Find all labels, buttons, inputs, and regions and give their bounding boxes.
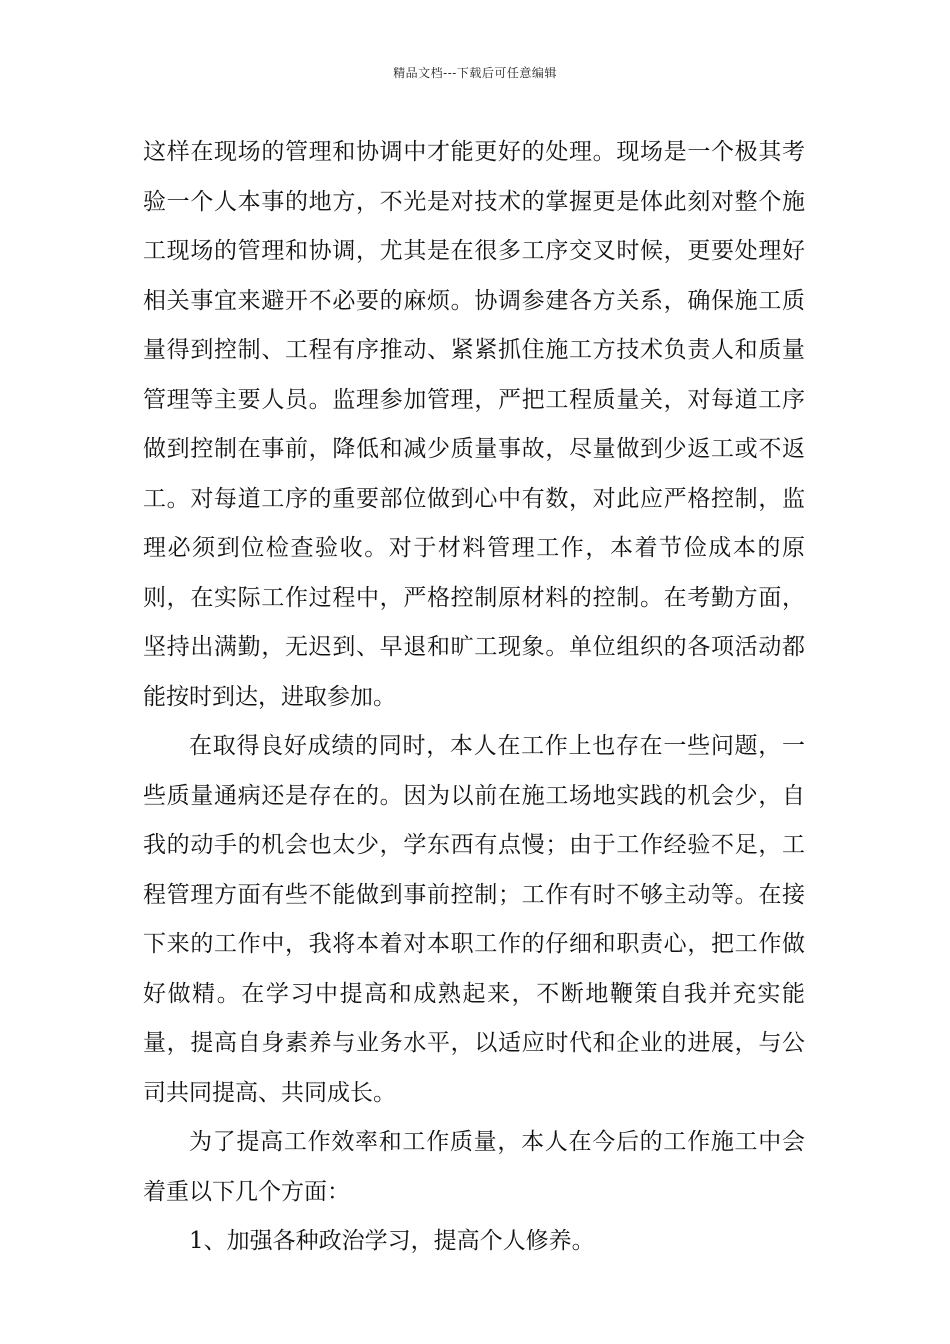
paragraph-problems: 在取得良好成绩的同时，本人在工作上也存在一些问题，一些质量通病还是存在的。因为以前在施工场地实践的机会少，自我的动手的机会也太少，学东西有点慢；由于工作经验不足，工程管理方面有些不能做到事前控制；工作有时不够主动等。在接下来的工作中，我将本着对本职工作的仔细和职责心，把工作做好做精。在学习中提高和成熟起来，不断地鞭策自我并充实能量，提高自身素养与业务水平，以适应时代和企业的进展，与公司共同提高、共同成长。 <box>143 733 805 1106</box>
document-body <box>143 128 805 1267</box>
list-item-political-study: 1、加强各种政治学习，提高个人修养。 <box>189 1228 595 1254</box>
paragraph-continuation: 这样在现场的管理和协调中才能更好的处理。现场是一个极其考验一个人本事的地方，不光是对技术的掌握更是体此刻对整个施工现场的管理和协调，尤其是在很多工序交叉时候，更要处理好相关事宜来避开不必要的麻烦。协调参建各方关系，确保施工质量得到控制、工程有序推动、紧紧抓住施工方技术负责人和质量管理等主要人员。监理参加管理，严把工程质量关，对每道工序做到控制在事前，降低和减少质量事故，尽量做到少返工或不返工。对每道工序的重要部位做到心中有数，对此应严格控制，监理必须到位检查验收。对于材料管理工作，本着节俭成本的原则，在实际工作过程中，严格控制原材料的控制。在考勤方面，坚持出满勤，无迟到、早退和旷工现象。单位组织的各项活动都能按时到达，进取参加。 <box>143 139 805 710</box>
paragraph-improvement-intro: 为了提高工作效率和工作质量，本人在今后的工作施工中会着重以下几个方面： <box>143 1129 805 1205</box>
page-header: 精品文档---下载后可任意编辑 <box>393 66 557 80</box>
